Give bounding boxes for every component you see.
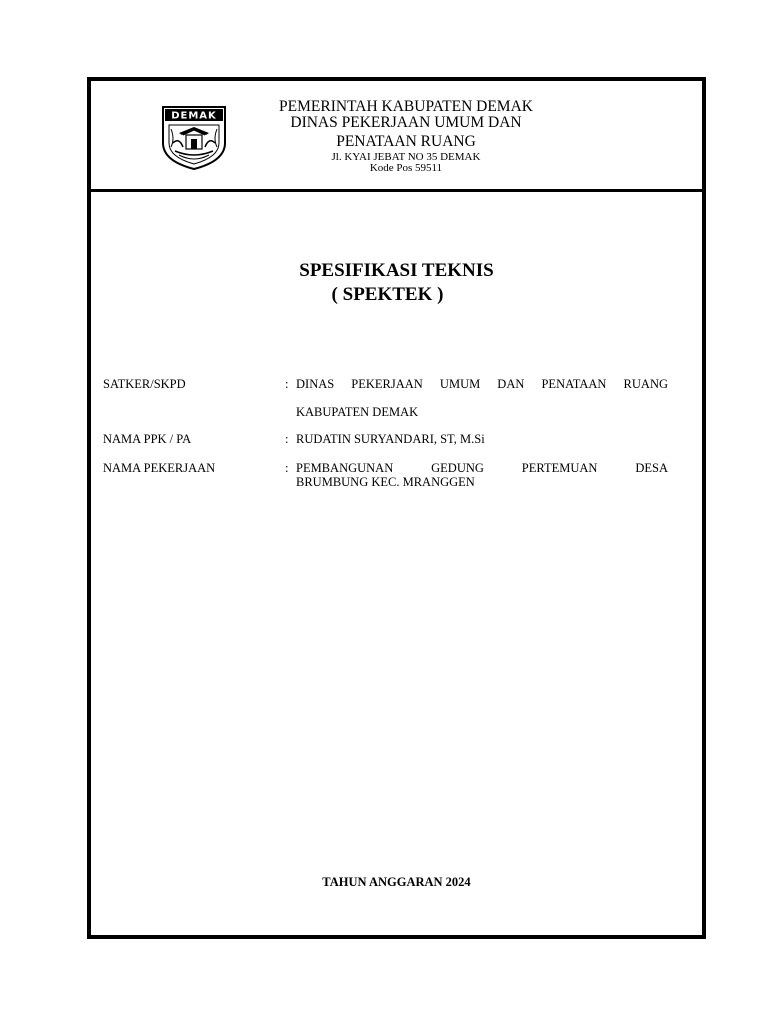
department-name-line1: DINAS PEKERJAAN UMUM DAN (290, 114, 522, 132)
letterhead (91, 81, 702, 192)
budget-year: TAHUN ANGGARAN 2024 (322, 875, 471, 889)
postal-code: Kode Pos 59511 (369, 162, 443, 175)
department-name-line2: PENATAAN RUANG (336, 132, 476, 150)
document-frame (87, 77, 706, 939)
field-value: RUDATIN SURYANDARI, ST, M.Si (296, 432, 485, 446)
field-label: NAMA PPK / PA (103, 432, 192, 446)
field-value: DINAS PEKERJAAN UMUM DAN PENATAAN RUANG (296, 377, 668, 391)
field-value: PEMBANGUNAN GEDUNG PERTEMUAN DESA (296, 461, 668, 475)
field-colon: : (285, 377, 289, 391)
field-colon: : (285, 432, 289, 446)
title-sub: ( SPEKTEK ) (331, 284, 444, 305)
svg-text:DEMAK: DEMAK (171, 110, 217, 122)
field-label: NAMA PEKERJAAN (103, 461, 216, 475)
field-value-continued: BRUMBUNG KEC. MRANGGEN (296, 475, 475, 489)
field-colon: : (285, 461, 289, 475)
field-value-continued: KABUPATEN DEMAK (296, 405, 419, 419)
field-label: SATKER/SKPD (103, 377, 186, 391)
letterhead-text (241, 99, 571, 175)
title-main: SPESIFIKASI TEKNIS (299, 260, 494, 281)
agency-name: PEMERINTAH KABUPATEN DEMAK (279, 98, 533, 115)
document-title (91, 259, 702, 307)
demak-emblem-logo (159, 103, 229, 171)
address: Jl. KYAI JEBAT NO 35 DEMAK (331, 150, 481, 163)
